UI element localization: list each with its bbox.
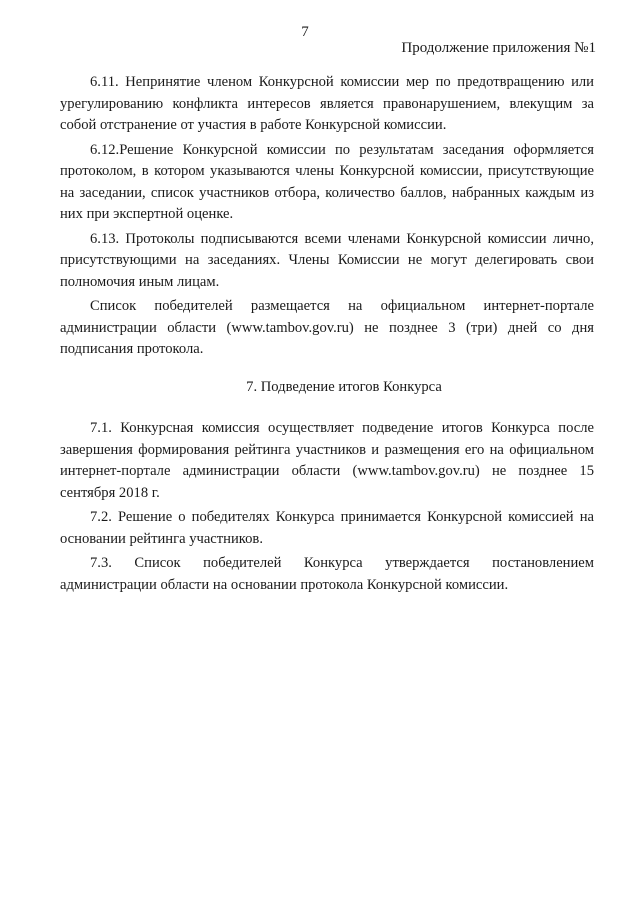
page-number: 7 <box>301 24 309 40</box>
paragraph-6-12: 6.12.Решение Конкурсной комиссии по результатам заседания оформляется протоколом, в котором указываются члены Конкурсной комиссии, присутствующие на заседании, список участников отбора, количество баллов, набранных каждым из них при экспертной оценке. <box>60 141 594 222</box>
appendix-continuation-label: Продолжение приложения №1 <box>401 40 596 56</box>
paragraph-7-3: 7.3. Список победителей Конкурса утверждается постановлением администрации области на основании протокола Конкурсной комиссии. <box>60 555 594 593</box>
paragraph-winners-list: Список победителей размещается на официальном интернет-портале администрации области (www.tambov.gov.ru) не позднее 3 (три) дней со дня подписания протокола. <box>60 298 594 357</box>
paragraph-7-1: 7.1. Конкурсная комиссия осуществляет подведение итогов Конкурса после завершения формирования рейтинга участников и размещения его на официальном интернет-портале администрации области (www.tambov.gov.ru) не позднее 15 сентября 2018 г. <box>60 420 594 501</box>
paragraph-7-2: 7.2. Решение о победителях Конкурса принимается Конкурсной комиссией на основании рейтинга участников. <box>60 509 594 547</box>
section-7-heading: 7. Подведение итогов Конкурса <box>246 378 442 395</box>
paragraph-6-11: 6.11. Непринятие членом Конкурсной комиссии мер по предотвращению или урегулированию конфликта интересов является правонарушением, влекущим за собой отстранение от участия в работе Конкурсной комиссии. <box>60 74 594 133</box>
paragraph-6-13: 6.13. Протоколы подписываются всеми членами Конкурсной комиссии лично, присутствующими на заседаниях. Члены Комиссии не могут делегировать свои полномочия иным лицам. <box>60 230 594 290</box>
document-body <box>60 72 594 599</box>
